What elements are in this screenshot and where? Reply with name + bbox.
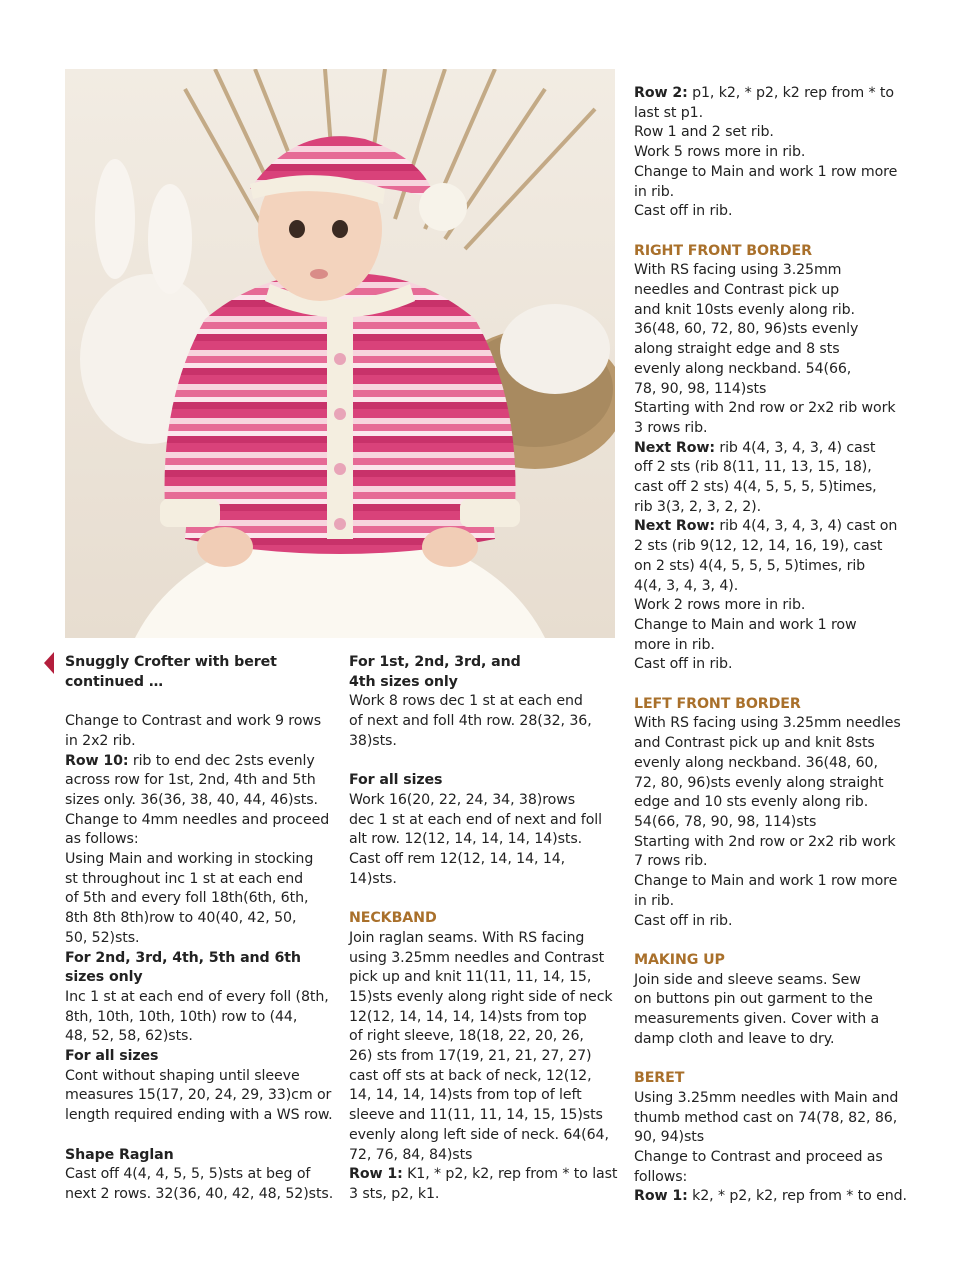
text-line: Cast off in rib. [634, 912, 733, 929]
text-line: next 2 rows. 32(36, 40, 42, 48, 52)sts. [65, 1185, 334, 1202]
text-line: 90, 94)sts [634, 1129, 705, 1146]
subheading: For all sizes [349, 772, 443, 789]
text-line: Cast off rem 12(12, 14, 14, 14, [349, 851, 566, 868]
text-line: evenly along neckband. 36(48, 60, [634, 754, 878, 771]
text-line: 3 sts, p2, k1. [349, 1185, 440, 1202]
text-line: across row for 1st, 2nd, 4th and 5th [65, 772, 316, 789]
text-line: Change to Main and work 1 row more [634, 163, 898, 180]
text-line: 8th 8th 8th)row to 40(40, 42, 50, [65, 910, 297, 927]
text-line: along straight edge and 8 sts [634, 341, 840, 358]
text-line: as follows: [65, 831, 139, 848]
text-line: off 2 sts (rib 8(11, 11, 13, 15, 18), [634, 459, 872, 476]
text-line: 14)sts. [349, 870, 397, 887]
text-line: Work 8 rows dec 1 st at each end [349, 693, 583, 710]
text-line: 3 rows rib. [634, 419, 708, 436]
text-line: sizes only. 36(36, 38, 40, 44, 46)sts. [65, 791, 318, 808]
subheading: sizes only [65, 969, 143, 986]
text-line: 72, 76, 84, 84)sts [349, 1146, 473, 1163]
text-line: Change to Contrast and proceed as [634, 1148, 883, 1165]
text-line: Starting with 2nd row or 2x2 rib work [634, 400, 896, 417]
text-line: Change to Main and work 1 row more [634, 873, 898, 890]
text-line: 14, 14, 14, 14)sts from top of left [349, 1087, 582, 1104]
text-line: Cast off in rib. [634, 203, 733, 220]
row-2-instruction: Row 2: p1, k2, * p2, k2 rep from * to [634, 85, 894, 101]
text-line: using 3.25mm needles and Contrast [349, 949, 605, 966]
subheading: For 1st, 2nd, 3rd, and [349, 654, 521, 670]
text-line: 50, 52)sts. [65, 929, 140, 946]
text-line: 78, 90, 98, 114)sts [634, 380, 767, 397]
text-line: edge and 10 sts evenly along rib. [634, 794, 869, 811]
heading-making-up: MAKING UP [634, 951, 725, 968]
subheading-shape-raglan: Shape Raglan [65, 1146, 174, 1163]
text-line: 7 rows rib. [634, 853, 708, 870]
row-1-instruction: Row 1: k2, * p2, k2, rep from * to end. [634, 1188, 907, 1205]
text-line: on 2 sts) 4(4, 5, 5, 5, 5)times, rib [634, 557, 866, 574]
text-line: in rib. [634, 892, 675, 909]
text-line: 38)sts. [349, 732, 397, 749]
text-line: sleeve and 11(11, 11, 14, 15, 15)sts [349, 1107, 603, 1124]
text-line: Join side and sleeve seams. Sew [634, 971, 861, 988]
text-line: more in rib. [634, 636, 715, 653]
text-line: length required ending with a WS row. [65, 1107, 333, 1124]
text-line: in rib. [634, 183, 675, 200]
text-line: Inc 1 st at each end of every foll (8th, [65, 988, 329, 1005]
text-line: in 2x2 rib. [65, 732, 136, 749]
text-line: of next and foll 4th row. 28(32, 36, [349, 713, 592, 730]
text-line: Starting with 2nd row or 2x2 rib work [634, 833, 896, 850]
text-line: damp cloth and leave to dry. [634, 1030, 835, 1047]
text-line: and knit 10sts evenly along rib. [634, 301, 855, 318]
next-row-instruction: Next Row: rib 4(4, 3, 4, 3, 4) cast on [634, 518, 898, 535]
text-line: on buttons pin out garment to the [634, 991, 873, 1008]
next-row-instruction: Next Row: rib 4(4, 3, 4, 3, 4) cast [634, 439, 876, 456]
text-line: follows: [634, 1168, 688, 1185]
text-line: Change to Contrast and work 9 rows [65, 713, 322, 730]
baby-photo [65, 69, 615, 638]
text-line: of 5th and every foll 18th(6th, 6th, [65, 890, 309, 907]
text-line: 12(12, 14, 14, 14, 14)sts from top [349, 1008, 587, 1025]
text-line: 72, 80, 96)sts evenly along straight [634, 774, 884, 791]
column-2 [349, 653, 619, 1205]
column-1 [65, 653, 340, 1205]
text-line: st throughout inc 1 st at each end [65, 870, 304, 887]
text-line: last st p1. [634, 104, 704, 121]
text-line: 2 sts (rib 9(12, 12, 14, 16, 19), cast [634, 538, 883, 555]
text-line: cast off 2 sts) 4(4, 5, 5, 5, 5)times, [634, 479, 877, 496]
section-title-cont: continued … [65, 673, 163, 690]
subheading: For 2nd, 3rd, 4th, 5th and 6th [65, 949, 301, 966]
row-1-instruction: Row 1: K1, * p2, k2, rep from * to last [349, 1166, 618, 1183]
text-line: evenly along left side of neck. 64(64, [349, 1126, 609, 1143]
text-line: 36(48, 60, 72, 80, 96)sts evenly [634, 321, 859, 338]
text-line: Work 5 rows more in rib. [634, 144, 806, 161]
heading-right-front-border: RIGHT FRONT BORDER [634, 242, 812, 259]
text-line: Join raglan seams. With RS facing [349, 929, 585, 946]
text-line: of right sleeve, 18(18, 22, 20, 26, [349, 1028, 584, 1045]
text-line: Using Main and working in stocking [65, 851, 314, 868]
text-line: Cast off 4(4, 4, 5, 5, 5)sts at beg of [65, 1166, 311, 1183]
subheading: For all sizes [65, 1048, 159, 1065]
text-line: and Contrast pick up and knit 8sts [634, 735, 875, 752]
baby-illustration [65, 69, 615, 638]
text-line: 54(66, 78, 90, 98, 114)sts [634, 813, 817, 830]
heading-neckband: NECKBAND [349, 910, 437, 927]
text-line: Work 16(20, 22, 24, 34, 38)rows [349, 791, 575, 808]
heading-beret: BERET [634, 1070, 685, 1087]
text-line: With RS facing using 3.25mm needles [634, 715, 901, 732]
text-line: 48, 52, 58, 62)sts. [65, 1028, 193, 1045]
text-line: Work 2 rows more in rib. [634, 597, 806, 614]
text-line: evenly along neckband. 54(66, [634, 360, 852, 377]
text-line: 4(4, 3, 4, 3, 4). [634, 577, 739, 594]
text-line: Change to Main and work 1 row [634, 616, 857, 633]
text-line: measures 15(17, 20, 24, 29, 33)cm or [65, 1087, 332, 1104]
text-line: 8th, 10th, 10th, 10th) row to (44, [65, 1008, 298, 1025]
column-3 [634, 84, 914, 1207]
text-line: Row 1 and 2 set rib. [634, 124, 774, 141]
text-line: needles and Contrast pick up [634, 282, 840, 299]
text-line: alt row. 12(12, 14, 14, 14, 14)sts. [349, 831, 583, 848]
text-line: dec 1 st at each end of next and foll [349, 811, 602, 828]
text-line: rib 3(3, 2, 3, 2, 2). [634, 498, 762, 515]
text-line: Change to 4mm needles and proceed [65, 811, 330, 828]
text-line: 15)sts evenly along right side of neck [349, 988, 613, 1005]
subheading: 4th sizes only [349, 673, 458, 690]
text-line: pick up and knit 11(11, 11, 14, 15, [349, 969, 592, 986]
text-line: Using 3.25mm needles with Main and [634, 1089, 899, 1106]
text-line: cast off sts at back of neck, 12(12, [349, 1067, 592, 1084]
continued-marker-arrow [44, 652, 54, 674]
section-title: Snuggly Crofter with beret [65, 654, 277, 670]
text-line: Cast off in rib. [634, 656, 733, 673]
heading-left-front-border: LEFT FRONT BORDER [634, 695, 801, 712]
text-line: measurements given. Cover with a [634, 1011, 880, 1027]
text-line: With RS facing using 3.25mm [634, 262, 842, 279]
text-line: 26) sts from 17(19, 21, 21, 27, 27) [349, 1048, 592, 1065]
text-line: Cont without shaping until sleeve [65, 1067, 300, 1084]
text-line: thumb method cast on 74(78, 82, 86, [634, 1109, 898, 1126]
row-10-instruction: Row 10: rib to end dec 2sts evenly [65, 752, 315, 769]
